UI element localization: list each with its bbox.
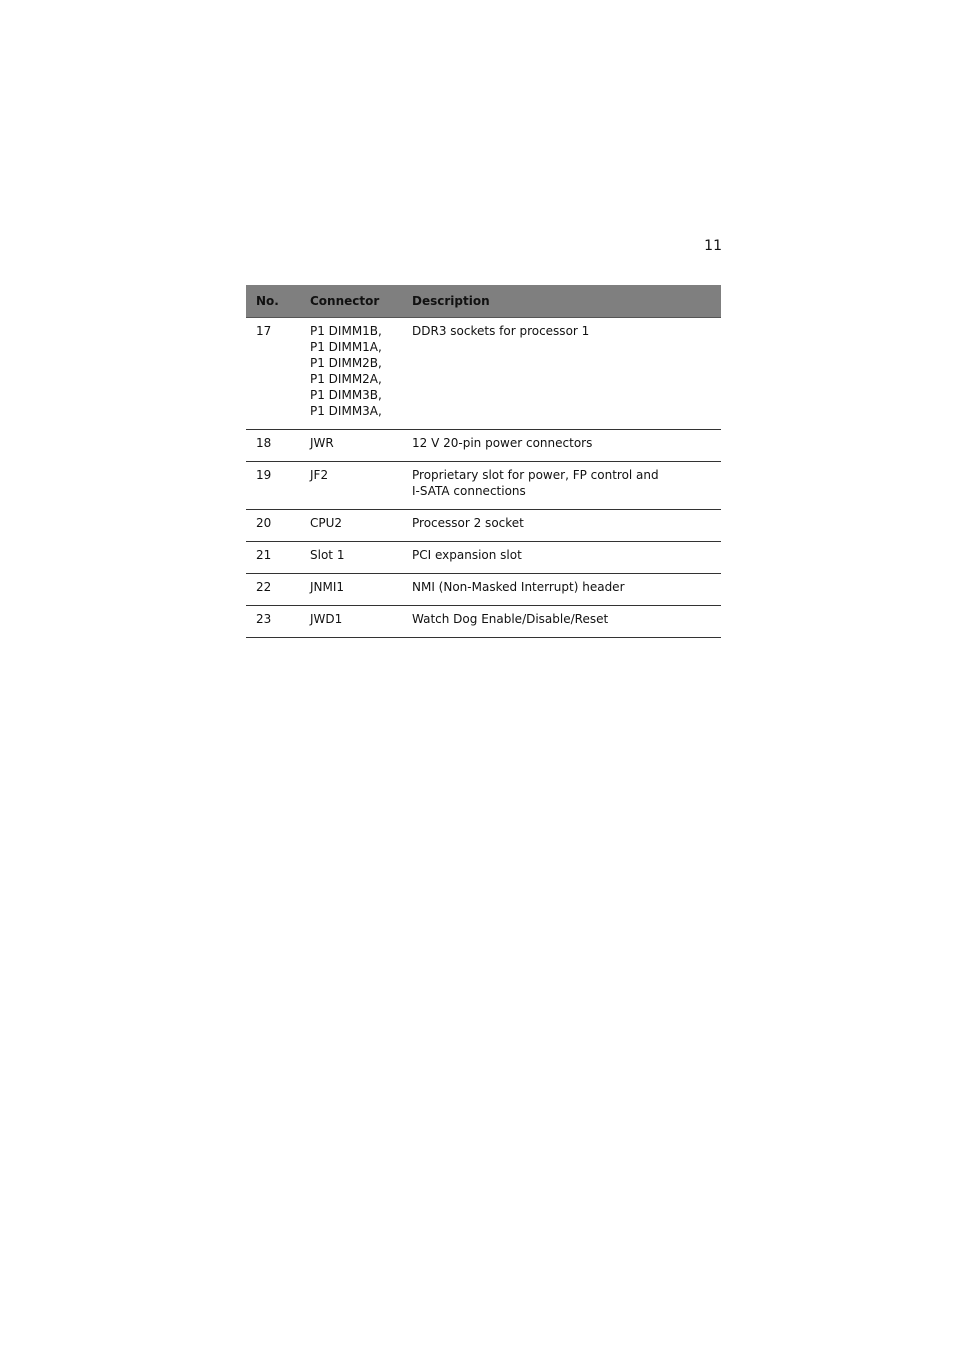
cell-no: 20 [246, 510, 310, 542]
cell-connector [310, 574, 412, 606]
cell-connector [310, 430, 412, 462]
connector-line: P1 DIMM2B, [310, 356, 382, 370]
cell-no: 22 [246, 574, 310, 606]
table-header-row [246, 285, 721, 318]
cell-description [412, 510, 721, 542]
table-row [246, 318, 721, 430]
cell-description [412, 318, 721, 430]
description-line: Proprietary slot for power, FP control and [412, 468, 659, 482]
cell-no: 21 [246, 542, 310, 574]
connector-line: CPU2 [310, 516, 343, 530]
connector-line: JWR [310, 436, 334, 450]
connector-line: P1 DIMM2A, [310, 372, 382, 386]
cell-connector [310, 510, 412, 542]
cell-description [412, 606, 721, 638]
table-row [246, 542, 721, 574]
cell-connector [310, 542, 412, 574]
cell-description [412, 574, 721, 606]
cell-no: 23 [246, 606, 310, 638]
connector-line: P1 DIMM1A, [310, 340, 382, 354]
description-line: Processor 2 socket [412, 516, 524, 530]
page-number: 11 [704, 238, 722, 254]
description-line: 12 V 20-pin power connectors [412, 436, 593, 450]
header-no: No. [246, 285, 310, 318]
connector-table [246, 285, 721, 638]
table-row [246, 574, 721, 606]
connector-line: P1 DIMM3B, [310, 388, 382, 402]
cell-no: 19 [246, 462, 310, 510]
cell-connector [310, 462, 412, 510]
table-row [246, 462, 721, 510]
header-description: Description [412, 285, 721, 318]
connector-line: P1 DIMM3A, [310, 404, 382, 418]
description-line: DDR3 sockets for processor 1 [412, 324, 590, 338]
cell-connector [310, 318, 412, 430]
table-row [246, 606, 721, 638]
description-line: NMI (Non-Masked Interrupt) header [412, 580, 625, 594]
table-row [246, 510, 721, 542]
cell-no: 17 [246, 318, 310, 430]
cell-no: 18 [246, 430, 310, 462]
connector-line: P1 DIMM1B, [310, 324, 382, 338]
cell-connector [310, 606, 412, 638]
connector-line: Slot 1 [310, 548, 345, 562]
header-connector: Connector [310, 285, 412, 318]
description-line: I-SATA connections [412, 484, 526, 498]
table-row [246, 430, 721, 462]
table-body [246, 318, 721, 638]
cell-description [412, 542, 721, 574]
connector-line: JWD1 [310, 612, 343, 626]
connector-line: JNMI1 [310, 580, 345, 594]
description-line: PCI expansion slot [412, 548, 522, 562]
cell-description [412, 430, 721, 462]
connector-line: JF2 [310, 468, 329, 482]
cell-description [412, 462, 721, 510]
description-line: Watch Dog Enable/Disable/Reset [412, 612, 609, 626]
